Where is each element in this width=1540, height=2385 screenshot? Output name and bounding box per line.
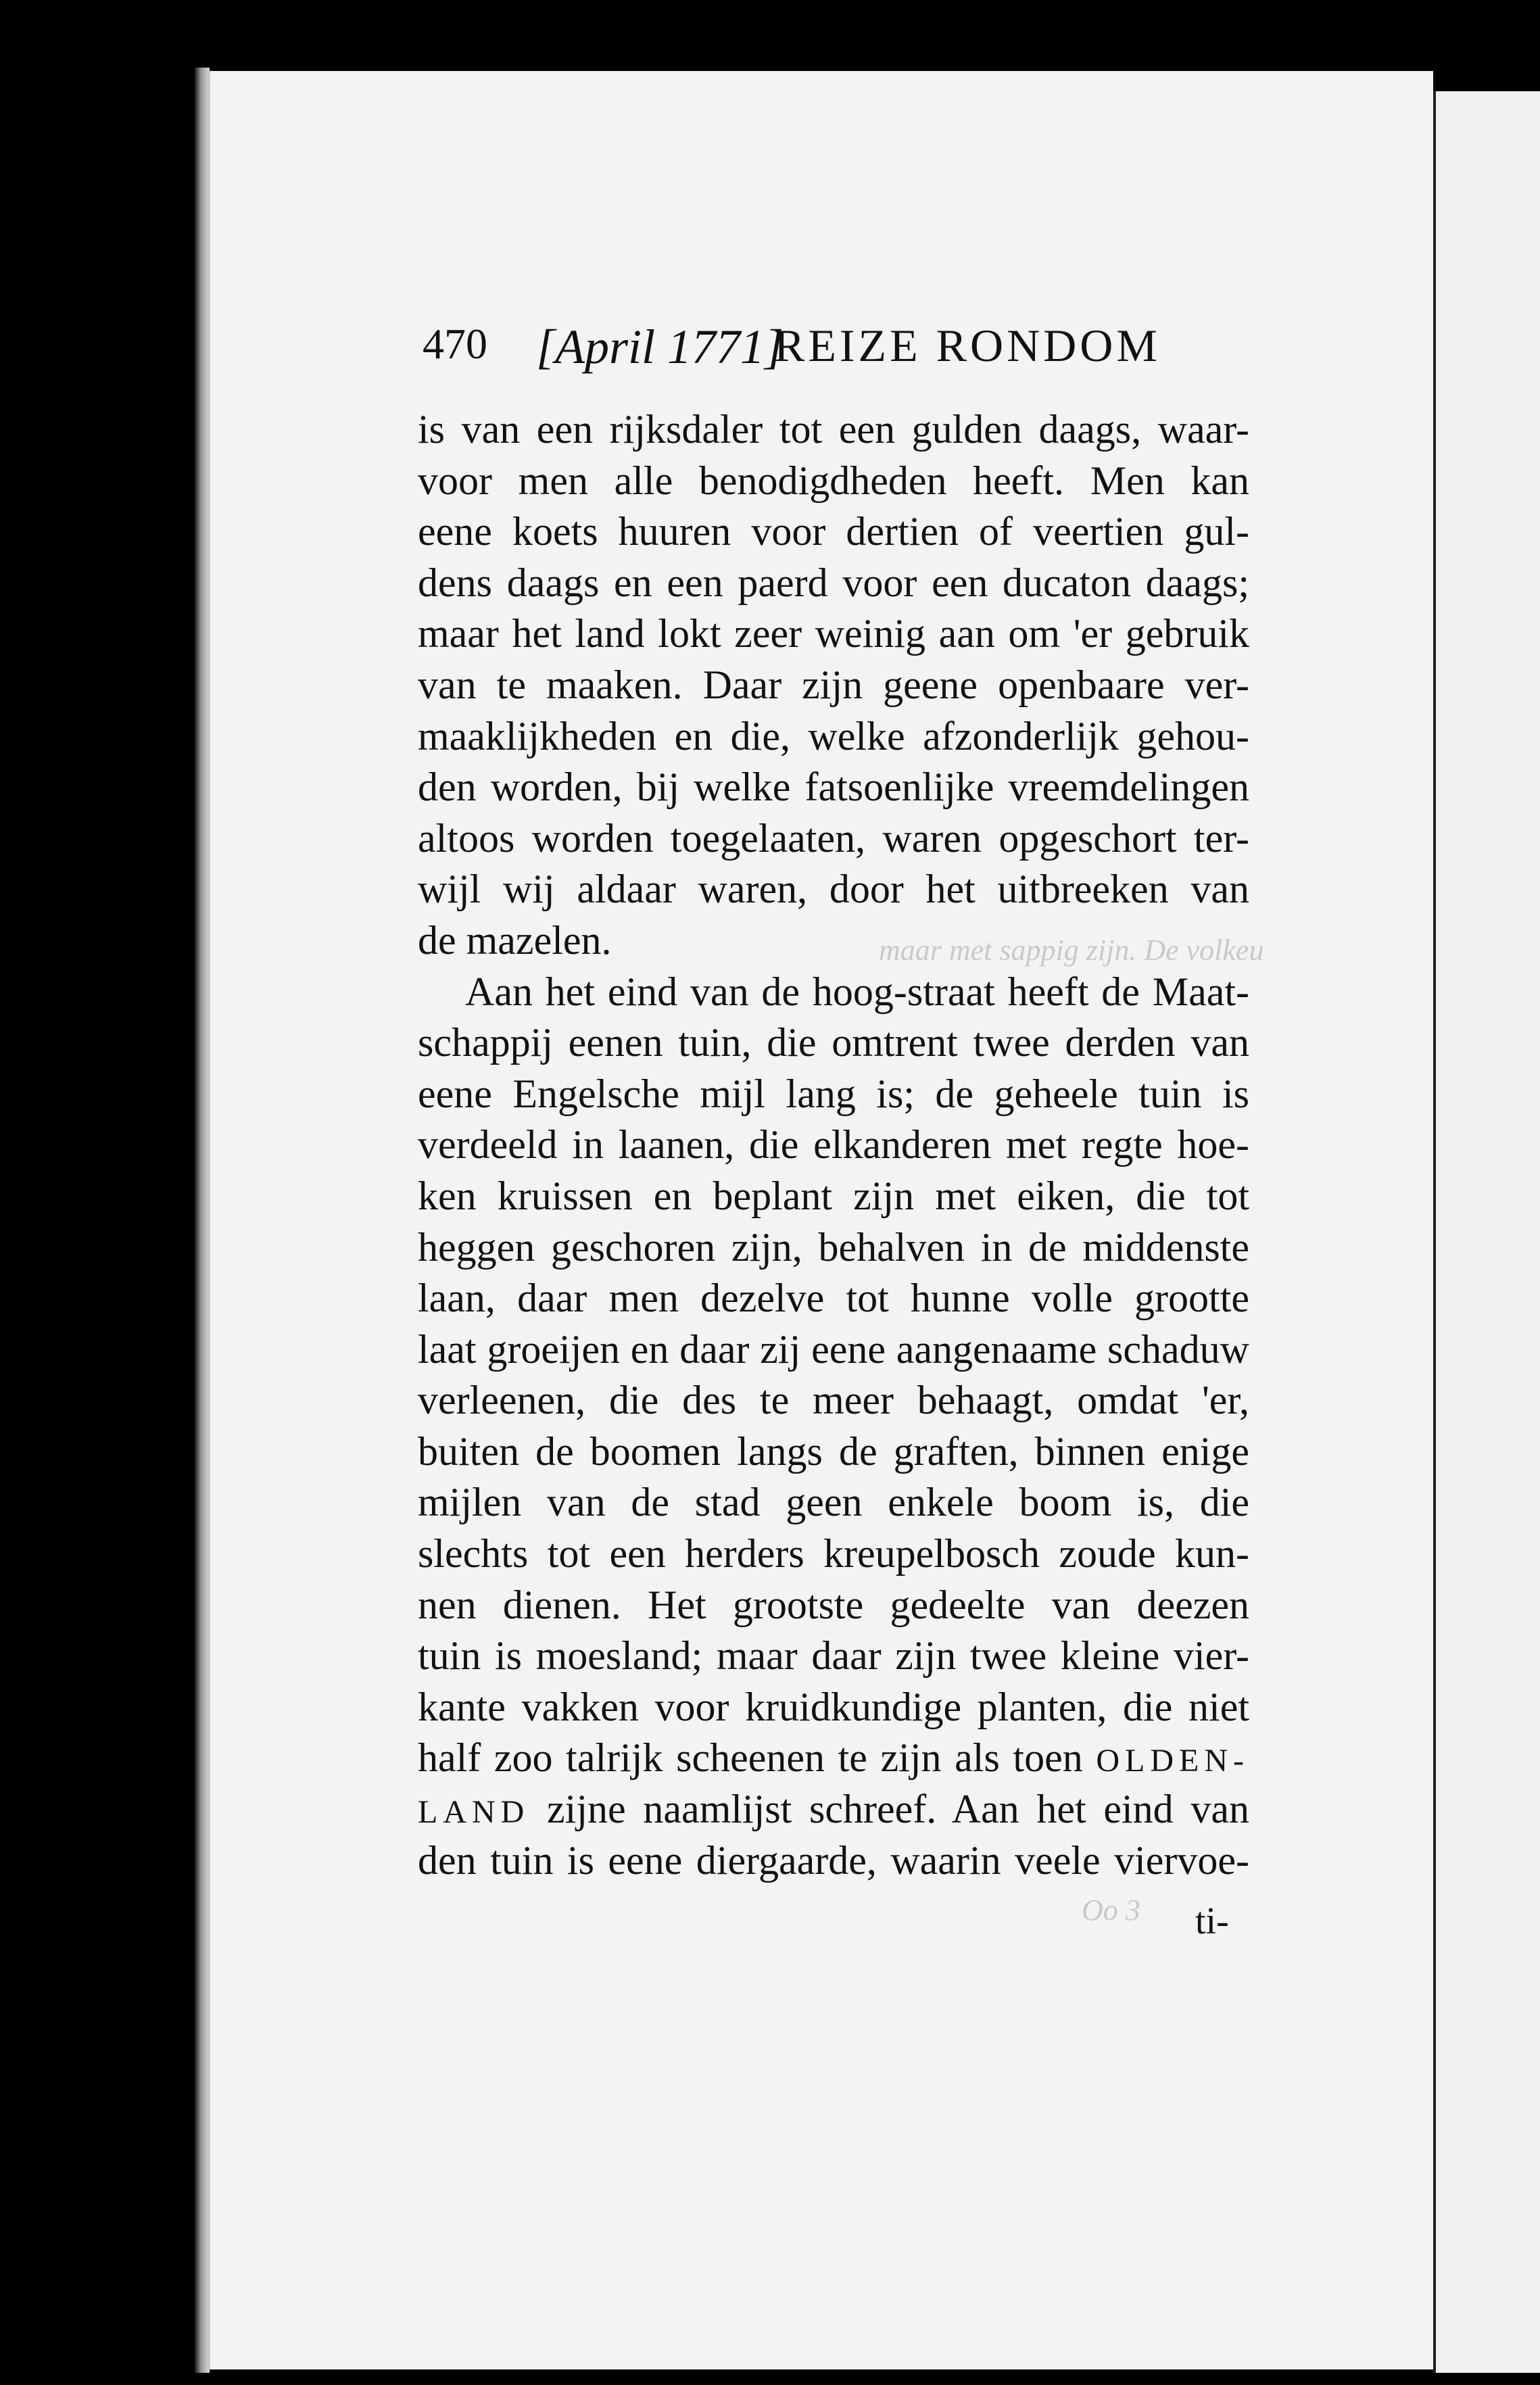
text-line: wijl wij aldaar waren, door het uitbreeken van (418, 867, 1249, 912)
text-line: is van een rijksdaler tot een gulden daags, waar- (418, 407, 1249, 452)
text-line: maar het land lokt zeer weinig aan om 'er gebruik (418, 611, 1249, 656)
line-text: half zoo talrijk scheenen te zijn als toen (418, 1735, 1083, 1781)
text-line: verdeeld in laanen, die elkanderen met regte hoe- (418, 1122, 1249, 1167)
line-text: zijne naamlijst schreef. Aan het eind van (547, 1787, 1249, 1832)
text-line: verleenen, die des te meer behaagt, omdat 'er, (418, 1378, 1249, 1423)
running-head-title: REIZE RONDOM (774, 320, 1161, 371)
text-line: laat groeijen en daar zij eene aangenaame schaduw (418, 1326, 1249, 1372)
text-line: eene Engelsche mijl lang is; de geheele tuin is (418, 1071, 1249, 1116)
text-line: tuin is moesland; maar daar zijn twee kleine vier- (418, 1633, 1249, 1679)
text-line: heggen geschoren zijn, behalven in de middenste (418, 1224, 1249, 1270)
text-line: den tuin is eene diergaarde, waarin veele viervoe- (418, 1837, 1249, 1883)
text-line: voor men alle benodigdheden heeft. Men kan (418, 458, 1249, 503)
text-line: van te maaken. Daar zijn geene openbaare ver- (418, 662, 1249, 707)
text-line: slechts tot een herders kreupelbosch zoude kun- (418, 1531, 1249, 1576)
text-line-with-small-caps (418, 1733, 1249, 1784)
text-line: dens daags en een paerd voor een ducaton daags; (418, 560, 1249, 605)
text-line: nen dienen. Het grootste gedeelte van deezen (418, 1582, 1249, 1627)
text-line: de mazelen. (418, 917, 612, 963)
catchword: ti- (1195, 1900, 1229, 1942)
text-line: schappij eenen tuin, die omtrent twee derden van (418, 1020, 1249, 1065)
text-line: mijlen van de stad geen enkele boom is, die (418, 1480, 1249, 1525)
text-line: ken kruissen en beplant zijn met eiken, die tot (418, 1173, 1249, 1218)
text-line: altoos worden toegelaaten, waren opgeschort ter- (418, 815, 1249, 861)
text-line: buiten de boomen langs de graften, binnen enige (418, 1428, 1249, 1474)
show-through-signature: Oo 3 (1082, 1894, 1140, 1927)
text-line: eene koets huuren voor dertien of veertien gul- (418, 509, 1249, 554)
small-caps-name: LAND (418, 1794, 530, 1831)
show-through-text: maar met sappig zijn. De volkeu (879, 934, 1264, 967)
small-caps-name: OLDEN- (1096, 1743, 1249, 1779)
page-number: 470 (423, 320, 487, 368)
running-head-date: [April 1771] (536, 320, 784, 374)
text-line: den worden, bij welke fatsoenlijke vreemdelingen (418, 765, 1249, 810)
text-line: kante vakken voor kruidkundige planten, die niet (418, 1684, 1249, 1729)
paragraph-first-line: Aan het eind van de hoog-straat heeft de Maat- (465, 969, 1249, 1014)
text-line-with-small-caps (418, 1784, 1249, 1835)
facing-page-edge (1433, 91, 1540, 2373)
text-line: maaklijkheden en die, welke afzonderlijk gehou- (418, 713, 1249, 758)
text-line: laan, daar men dezelve tot hunne volle grootte (418, 1276, 1249, 1321)
running-head (423, 319, 1254, 383)
body-text (418, 404, 1249, 1886)
